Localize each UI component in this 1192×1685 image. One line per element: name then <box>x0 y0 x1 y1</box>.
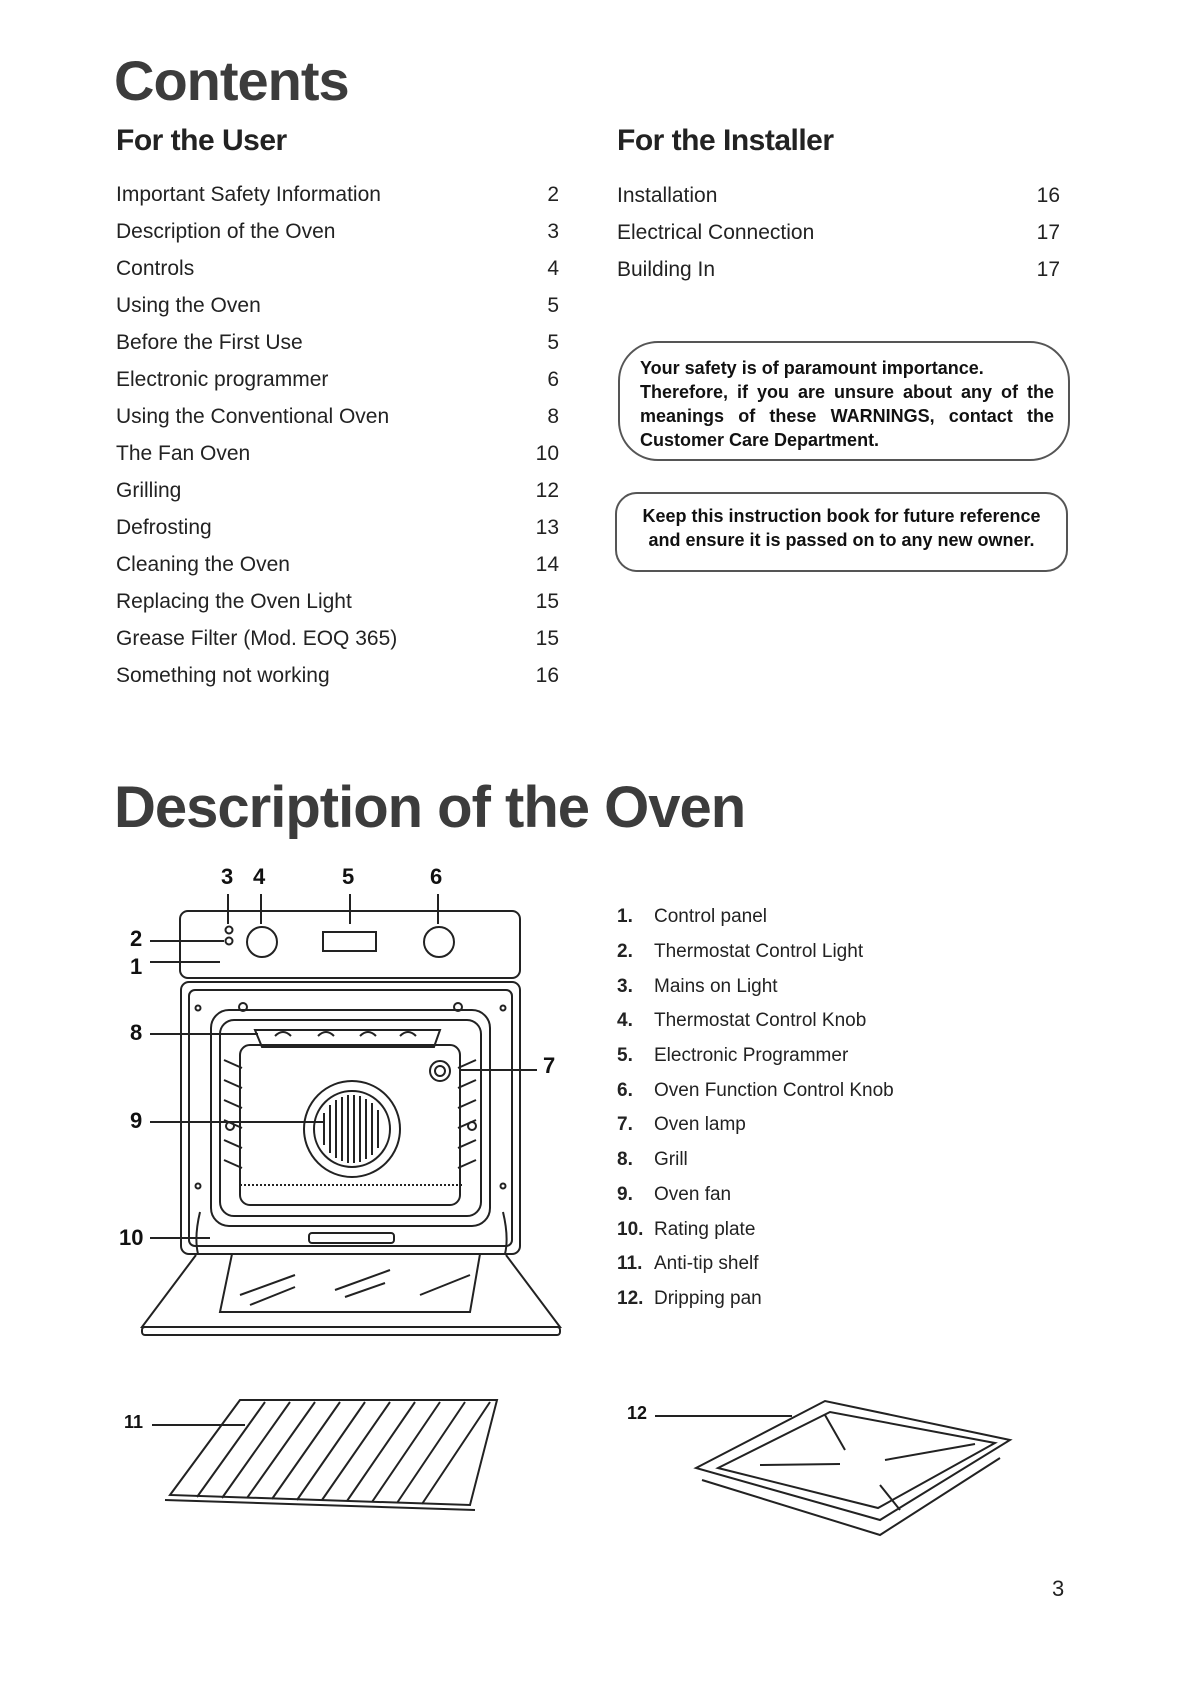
part-number: 7. <box>617 1114 633 1136</box>
part-number: 4. <box>617 1010 633 1032</box>
toc-entry-label: Electrical Connection <box>617 220 815 244</box>
callout-8: 8 <box>130 1020 143 1045</box>
toc-entry-label: Controls <box>116 256 195 280</box>
callout-10: 10 <box>119 1225 144 1250</box>
callout-11: 11 <box>124 1412 144 1432</box>
part-number: 2. <box>617 941 633 963</box>
toc-entry-page: 16 <box>1036 183 1060 207</box>
toc-entry-page: 17 <box>1036 257 1060 281</box>
mains-light-shape <box>226 927 233 934</box>
part-number: 5. <box>617 1045 633 1067</box>
toc-entry-label: Description of the Oven <box>116 219 336 243</box>
part-label: Oven lamp <box>654 1114 746 1136</box>
safety-notice-line: meanings of these WARNINGS, contact the <box>640 406 1054 426</box>
part-label: Rating plate <box>654 1218 756 1240</box>
function-knob-shape <box>424 927 454 957</box>
rating-plate-shape <box>309 1233 394 1243</box>
callout-1: 1 <box>130 954 143 979</box>
toc-entry-page: 13 <box>535 515 559 539</box>
toc-entry-label: Something not working <box>116 663 330 687</box>
toc-entry-label: Building In <box>617 257 716 281</box>
part-label: Anti-tip shelf <box>654 1253 759 1275</box>
programmer-display-shape <box>323 932 376 951</box>
part-number: 11. <box>617 1253 643 1275</box>
toc-entry-label: Using the Oven <box>116 293 261 317</box>
toc-entry-page: 8 <box>547 404 559 428</box>
safety-notice-line: Your safety is of paramount importance. <box>640 358 984 378</box>
toc-entry-label: Using the Conventional Oven <box>116 404 390 428</box>
callout-3: 3 <box>221 864 234 889</box>
part-number: 10. <box>617 1218 644 1240</box>
toc-entry-page: 6 <box>547 367 559 391</box>
part-label: Grill <box>654 1149 688 1171</box>
part-label: Control panel <box>654 906 768 928</box>
toc-entry-label: Grilling <box>116 478 182 502</box>
toc-entry-page: 15 <box>535 626 559 650</box>
thermostat-light-shape <box>226 938 233 945</box>
toc-entry-label: The Fan Oven <box>116 441 251 465</box>
safety-notice-line: Customer Care Department. <box>640 430 880 450</box>
callout-2: 2 <box>130 926 143 951</box>
part-label: Thermostat Control Knob <box>654 1010 867 1032</box>
toc-entry-label: Grease Filter (Mod. EOQ 365) <box>116 626 398 650</box>
page-number: 3 <box>1052 1576 1065 1601</box>
toc-entry-page: 3 <box>547 219 559 243</box>
callout-6: 6 <box>430 864 443 889</box>
part-label: Oven Function Control Knob <box>654 1079 894 1101</box>
callout-7: 7 <box>543 1053 556 1078</box>
description-title: Description of the Oven <box>114 775 746 840</box>
toc-entry-label: Cleaning the Oven <box>116 552 290 576</box>
keep-notice-line: Keep this instruction book for future reference <box>642 506 1041 526</box>
part-number: 6. <box>617 1079 633 1101</box>
part-number: 9. <box>617 1183 633 1205</box>
safety-notice-line: Therefore, if you are unsure about any of the <box>640 382 1054 402</box>
callout-4: 4 <box>253 864 266 889</box>
toc-entry-page: 15 <box>535 589 559 613</box>
callout-5: 5 <box>342 864 355 889</box>
part-label: Dripping pan <box>654 1287 762 1309</box>
toc-entry-label: Replacing the Oven Light <box>116 589 352 613</box>
toc-entry-page: 4 <box>547 256 559 280</box>
toc-entry-page: 16 <box>535 663 559 687</box>
toc-entry-page: 14 <box>535 552 559 576</box>
part-number: 1. <box>617 906 633 928</box>
contents-title: Contents <box>114 49 349 112</box>
user-section-heading: For the User <box>116 124 287 157</box>
toc-entry-label: Defrosting <box>116 515 212 539</box>
oven-lamp-shape <box>430 1061 450 1081</box>
callout-12: 12 <box>627 1403 648 1423</box>
toc-entry-label: Before the First Use <box>116 330 303 354</box>
anti-tip-shelf-shape <box>170 1400 497 1505</box>
toc-entry-page: 2 <box>547 182 559 206</box>
toc-entry-page: 17 <box>1036 220 1060 244</box>
part-label: Mains on Light <box>654 975 778 997</box>
part-label: Oven fan <box>654 1183 732 1205</box>
installer-section-heading: For the Installer <box>617 124 834 157</box>
keep-notice-line: and ensure it is passed on to any new owner. <box>648 530 1035 550</box>
toc-entry-page: 10 <box>535 441 559 465</box>
toc-entry-page: 5 <box>547 293 559 317</box>
toc-entry-page: 5 <box>547 330 559 354</box>
part-number: 12. <box>617 1287 644 1309</box>
thermostat-knob-shape <box>247 927 277 957</box>
toc-entry-page: 12 <box>535 478 559 502</box>
part-label: Thermostat Control Light <box>654 941 864 963</box>
toc-entry-label: Installation <box>617 183 718 207</box>
part-label: Electronic Programmer <box>654 1045 849 1067</box>
part-number: 8. <box>617 1149 633 1171</box>
oven-fan-shape <box>304 1081 400 1177</box>
toc-entry-label: Important Safety Information <box>116 182 381 206</box>
toc-entry-label: Electronic programmer <box>116 367 329 391</box>
part-number: 3. <box>617 975 633 997</box>
callout-9: 9 <box>130 1108 143 1133</box>
